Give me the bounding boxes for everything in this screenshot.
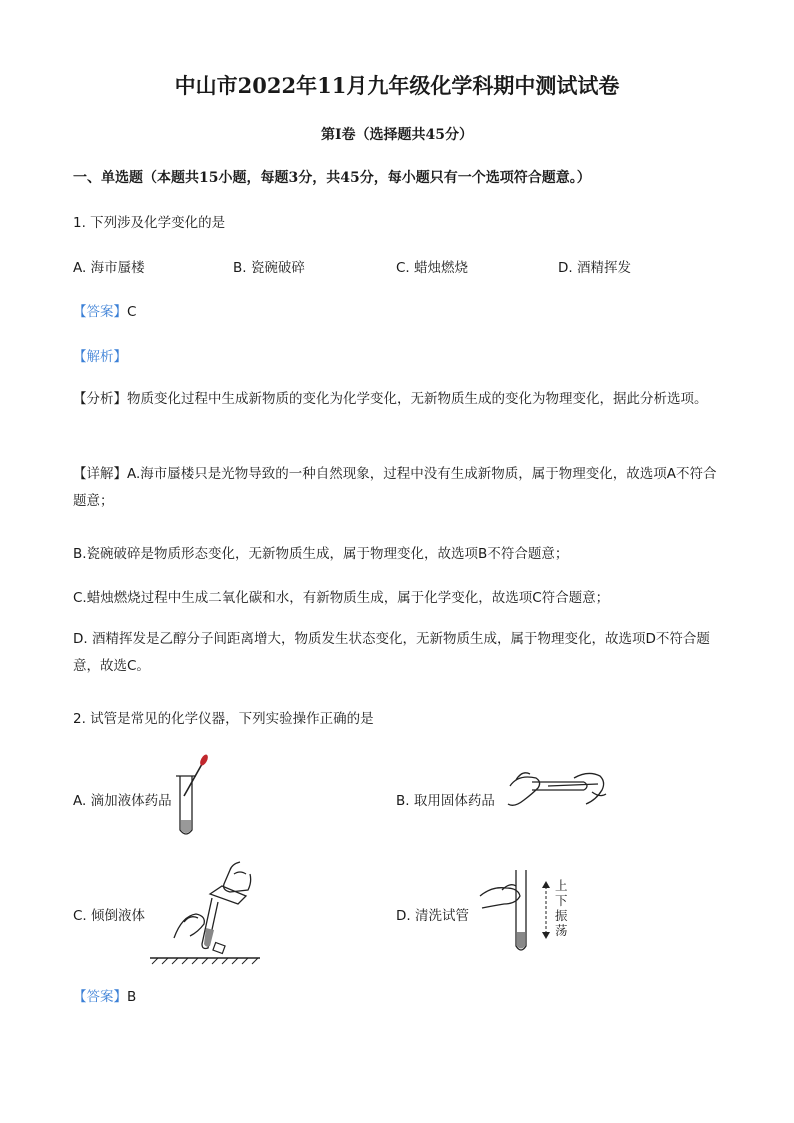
q2-answer	[73, 985, 136, 1005]
q1-xiangjie	[73, 461, 723, 515]
q1-detail-d: D. 酒精挥发是乙醇分子间距离增大，物质发生状态变化，无新物质生成，属于物理变化，故选项D不符合题意，故选C。	[73, 631, 710, 674]
shaking-test-tube-illustration	[476, 866, 536, 956]
q1-detail-c: C.蜡烛燃烧过程中生成二氧化碳和水，有新物质生成，属于化学变化，故选项C符合题意；	[73, 590, 610, 606]
horizontal-tube-hands-illustration	[502, 764, 612, 820]
paper-section-title: 第Ⅰ卷（选择题共45分）	[320, 127, 474, 143]
answer-value: C	[127, 304, 137, 320]
q2-option-b: B. 取用固体药品	[396, 793, 495, 809]
answer-tag: 【答案】	[73, 989, 127, 1005]
answer-value: B	[127, 989, 137, 1005]
q1-option-b: B. 瓷碗破碎	[233, 260, 305, 276]
q1-detail-b: B.瓷碗破碎是物质形态变化，无新物质生成，属于物理变化，故选项B不符合题意；	[73, 546, 569, 562]
shake-char-4: 荡	[555, 923, 568, 938]
answer-tag: 【答案】	[73, 304, 127, 320]
shake-char-2: 下	[555, 893, 568, 908]
xiangjie-tag: 【详解】	[73, 466, 127, 482]
fenxi-tag: 【分析】	[73, 391, 127, 407]
section-heading: 一、单选题（本题共15小题，每题3分，共45分，每小题只有一个选项符合题意。）	[73, 170, 591, 186]
q1-option-c: C. 蜡烛燃烧	[396, 260, 469, 276]
q1-option-a: A. 海市蜃楼	[73, 260, 145, 276]
q1-analysis-heading	[73, 345, 127, 365]
q2-option-a: A. 滴加液体药品	[73, 793, 172, 809]
pouring-liquid-illustration	[150, 856, 260, 966]
q2-option-c: C. 倾倒液体	[73, 908, 146, 924]
shake-label	[555, 878, 568, 938]
analysis-tag: 【解析】	[73, 349, 127, 365]
q1-stem: 1. 下列涉及化学变化的是	[73, 215, 226, 231]
xiangjie-text: A.海市蜃楼只是光物导致的一种自然现象，过程中没有生成新物质，属于物理变化，故选项A不符合题意；	[73, 466, 717, 509]
q1-fenxi	[73, 386, 723, 413]
vertical-double-arrow	[540, 880, 552, 940]
shake-char-1: 上	[555, 878, 568, 893]
shake-char-3: 振	[555, 908, 568, 923]
q2-option-d: D. 清洗试管	[396, 908, 469, 924]
page-title: 中山市2022年11月九年级化学科期中测试试卷	[174, 73, 620, 98]
dropper-test-tube-illustration	[170, 752, 230, 840]
q1-answer	[73, 300, 136, 320]
q1-option-d: D. 酒精挥发	[558, 260, 631, 276]
q2-stem: 2. 试管是常见的化学仪器，下列实验操作正确的是	[73, 711, 374, 727]
fenxi-text: 物质变化过程中生成新物质的变化为化学变化，无新物质生成的变化为物理变化，据此分析选项。	[127, 391, 708, 407]
